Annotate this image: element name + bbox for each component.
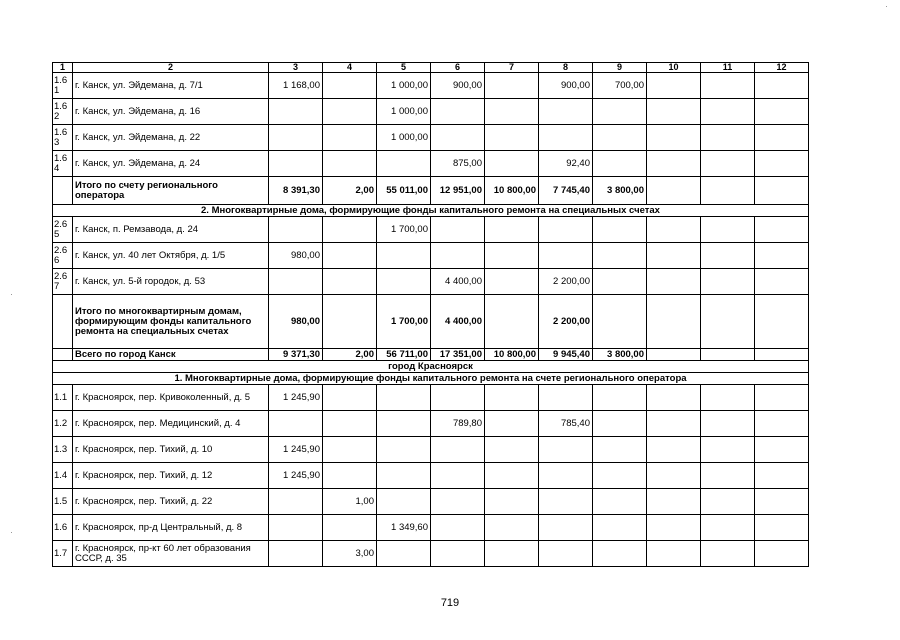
value-cell — [431, 463, 485, 489]
value-cell — [593, 243, 647, 269]
section-title: город Красноярск — [53, 361, 809, 373]
value-cell — [593, 151, 647, 177]
table-row — [53, 437, 809, 463]
row-number — [53, 349, 73, 361]
value-cell — [269, 515, 323, 541]
value-cell — [377, 151, 431, 177]
value-cell — [323, 217, 377, 243]
value-cell — [701, 151, 755, 177]
value-cell — [701, 411, 755, 437]
value-cell: 12 951,00 — [431, 177, 485, 205]
section-title: 1. Многоквартирные дома, формирующие фонды капитального ремонта на счете регионального оператора — [53, 373, 809, 385]
value-cell — [755, 385, 809, 411]
value-cell: 8 391,30 — [269, 177, 323, 205]
value-cell — [539, 125, 593, 151]
value-cell — [269, 125, 323, 151]
capital-repair-table — [52, 62, 809, 567]
value-cell: 7 745,40 — [539, 177, 593, 205]
row-number: 2.6 6 — [53, 243, 73, 269]
row-number: 1.1 — [53, 385, 73, 411]
column-header: 4 — [323, 63, 377, 73]
value-cell: 875,00 — [431, 151, 485, 177]
table-row — [53, 125, 809, 151]
value-cell — [647, 295, 701, 349]
value-cell — [593, 295, 647, 349]
row-number — [53, 295, 73, 349]
value-cell: 785,40 — [539, 411, 593, 437]
address-cell: Итого по многоквартирным домам, формирующим фонды капитального ремонта на специальных счетах — [73, 295, 269, 349]
value-cell — [323, 437, 377, 463]
value-cell: 1 245,90 — [269, 437, 323, 463]
value-cell: 980,00 — [269, 243, 323, 269]
value-cell — [431, 217, 485, 243]
value-cell — [431, 515, 485, 541]
value-cell — [593, 269, 647, 295]
value-cell: 1 000,00 — [377, 125, 431, 151]
value-cell — [485, 125, 539, 151]
value-cell — [701, 515, 755, 541]
value-cell — [485, 437, 539, 463]
scan-speck — [11, 294, 12, 295]
value-cell: 789,80 — [431, 411, 485, 437]
value-cell — [269, 269, 323, 295]
column-header: 12 — [755, 63, 809, 73]
value-cell — [431, 541, 485, 567]
column-header: 3 — [269, 63, 323, 73]
value-cell — [377, 463, 431, 489]
value-cell — [377, 541, 431, 567]
row-number: 1.2 — [53, 411, 73, 437]
address-cell: г. Красноярск, пер. Тихий, д. 22 — [73, 489, 269, 515]
value-cell — [269, 411, 323, 437]
value-cell — [593, 411, 647, 437]
value-cell — [323, 269, 377, 295]
section-header-row — [53, 361, 809, 373]
value-cell — [323, 385, 377, 411]
row-number: 2.6 5 — [53, 217, 73, 243]
value-cell — [755, 411, 809, 437]
table-row — [53, 489, 809, 515]
value-cell — [269, 99, 323, 125]
value-cell — [701, 73, 755, 99]
address-cell: Всего по город Канск — [73, 349, 269, 361]
value-cell — [377, 385, 431, 411]
value-cell — [485, 541, 539, 567]
value-cell: 4 400,00 — [431, 295, 485, 349]
value-cell — [701, 217, 755, 243]
column-header: 8 — [539, 63, 593, 73]
column-header: 6 — [431, 63, 485, 73]
value-cell: 1,00 — [323, 489, 377, 515]
value-cell — [701, 437, 755, 463]
value-cell — [323, 73, 377, 99]
value-cell: 10 800,00 — [485, 177, 539, 205]
value-cell — [647, 349, 701, 361]
row-number: 1.6 3 — [53, 125, 73, 151]
address-cell: г. Красноярск, пр-кт 60 лет образования СССР, д. 35 — [73, 541, 269, 567]
value-cell — [647, 125, 701, 151]
value-cell — [755, 489, 809, 515]
value-cell — [593, 385, 647, 411]
value-cell: 1 168,00 — [269, 73, 323, 99]
address-cell: г. Канск, ул. Эйдемана, д. 16 — [73, 99, 269, 125]
value-cell — [647, 437, 701, 463]
value-cell: 980,00 — [269, 295, 323, 349]
value-cell: 3 800,00 — [593, 177, 647, 205]
value-cell — [701, 541, 755, 567]
value-cell: 4 400,00 — [431, 269, 485, 295]
value-cell: 1 245,90 — [269, 385, 323, 411]
value-cell — [431, 385, 485, 411]
value-cell — [647, 99, 701, 125]
value-cell — [701, 269, 755, 295]
table-row — [53, 541, 809, 567]
value-cell — [647, 489, 701, 515]
column-header: 5 — [377, 63, 431, 73]
value-cell — [485, 411, 539, 437]
value-cell: 1 245,90 — [269, 463, 323, 489]
column-header: 2 — [73, 63, 269, 73]
value-cell: 700,00 — [593, 73, 647, 99]
value-cell — [701, 177, 755, 205]
value-cell — [647, 243, 701, 269]
value-cell — [755, 437, 809, 463]
value-cell — [323, 463, 377, 489]
value-cell — [647, 217, 701, 243]
value-cell: 2,00 — [323, 177, 377, 205]
value-cell — [593, 437, 647, 463]
table-row — [53, 385, 809, 411]
row-number — [53, 177, 73, 205]
table-row — [53, 515, 809, 541]
row-number: 1.6 1 — [53, 73, 73, 99]
row-number: 1.6 — [53, 515, 73, 541]
address-cell: г. Канск, ул. Эйдемана, д. 22 — [73, 125, 269, 151]
table-row — [53, 99, 809, 125]
value-cell: 2 200,00 — [539, 295, 593, 349]
section-title: 2. Многоквартирные дома, формирующие фонды капитального ремонта на специальных счетах — [53, 205, 809, 217]
value-cell — [269, 217, 323, 243]
value-cell — [755, 269, 809, 295]
value-cell: 1 700,00 — [377, 217, 431, 243]
value-cell — [701, 489, 755, 515]
value-cell — [755, 125, 809, 151]
value-cell — [647, 411, 701, 437]
value-cell — [485, 217, 539, 243]
value-cell — [755, 217, 809, 243]
value-cell: 2 200,00 — [539, 269, 593, 295]
value-cell — [701, 243, 755, 269]
address-cell: г. Красноярск, пер. Тихий, д. 10 — [73, 437, 269, 463]
value-cell — [539, 489, 593, 515]
value-cell — [269, 541, 323, 567]
value-cell: 3 800,00 — [593, 349, 647, 361]
value-cell — [755, 151, 809, 177]
value-cell: 2,00 — [323, 349, 377, 361]
row-number: 1.6 2 — [53, 99, 73, 125]
value-cell — [485, 151, 539, 177]
address-cell: г. Красноярск, пр-д Центральный, д. 8 — [73, 515, 269, 541]
value-cell — [323, 411, 377, 437]
value-cell — [377, 243, 431, 269]
value-cell — [485, 489, 539, 515]
value-cell — [323, 243, 377, 269]
value-cell — [539, 217, 593, 243]
column-header: 9 — [593, 63, 647, 73]
value-cell — [755, 73, 809, 99]
value-cell — [647, 385, 701, 411]
table-row — [53, 243, 809, 269]
row-number: 1.4 — [53, 463, 73, 489]
address-cell: г. Красноярск, пер. Медицинский, д. 4 — [73, 411, 269, 437]
value-cell — [485, 515, 539, 541]
value-cell — [431, 437, 485, 463]
value-cell — [485, 295, 539, 349]
value-cell — [269, 489, 323, 515]
value-cell — [485, 73, 539, 99]
value-cell — [431, 243, 485, 269]
value-cell — [377, 489, 431, 515]
value-cell — [593, 125, 647, 151]
value-cell: 900,00 — [539, 73, 593, 99]
value-cell — [539, 515, 593, 541]
value-cell: 900,00 — [431, 73, 485, 99]
address-cell: г. Красноярск, пер. Кривоколенный, д. 5 — [73, 385, 269, 411]
value-cell — [755, 295, 809, 349]
page-number: 719 — [440, 597, 460, 609]
value-cell — [701, 463, 755, 489]
value-cell: 55 011,00 — [377, 177, 431, 205]
row-number: 1.6 4 — [53, 151, 73, 177]
value-cell — [539, 437, 593, 463]
table-row — [53, 463, 809, 489]
value-cell — [593, 541, 647, 567]
value-cell — [647, 515, 701, 541]
column-header: 1 — [53, 63, 73, 73]
value-cell — [755, 349, 809, 361]
table-row — [53, 269, 809, 295]
value-cell — [323, 125, 377, 151]
value-cell — [377, 437, 431, 463]
value-cell — [431, 125, 485, 151]
value-cell — [323, 295, 377, 349]
address-cell: г. Канск, п. Ремзавода, д. 24 — [73, 217, 269, 243]
value-cell — [485, 385, 539, 411]
value-cell — [647, 151, 701, 177]
scan-speck — [886, 6, 887, 7]
value-cell: 1 000,00 — [377, 73, 431, 99]
value-cell: 56 711,00 — [377, 349, 431, 361]
value-cell — [323, 515, 377, 541]
total-row — [53, 349, 809, 361]
address-cell: г. Канск, ул. Эйдемана, д. 24 — [73, 151, 269, 177]
address-cell: Итого по счету регионального оператора — [73, 177, 269, 205]
value-cell — [755, 177, 809, 205]
value-cell — [593, 463, 647, 489]
value-cell — [485, 99, 539, 125]
value-cell — [377, 269, 431, 295]
value-cell — [755, 541, 809, 567]
value-cell — [539, 463, 593, 489]
value-cell — [701, 99, 755, 125]
value-cell — [593, 217, 647, 243]
address-cell: г. Канск, ул. 5-й городок, д. 53 — [73, 269, 269, 295]
value-cell — [647, 177, 701, 205]
value-cell — [377, 411, 431, 437]
table-row — [53, 411, 809, 437]
value-cell — [593, 515, 647, 541]
value-cell: 1 700,00 — [377, 295, 431, 349]
value-cell — [647, 541, 701, 567]
value-cell — [701, 125, 755, 151]
value-cell — [323, 99, 377, 125]
column-header: 10 — [647, 63, 701, 73]
value-cell — [539, 243, 593, 269]
value-cell: 17 351,00 — [431, 349, 485, 361]
value-cell — [647, 73, 701, 99]
address-cell: г. Красноярск, пер. Тихий, д. 12 — [73, 463, 269, 489]
address-cell: г. Канск, ул. Эйдемана, д. 7/1 — [73, 73, 269, 99]
table-row — [53, 73, 809, 99]
value-cell — [755, 99, 809, 125]
value-cell — [701, 295, 755, 349]
value-cell: 92,40 — [539, 151, 593, 177]
table-row — [53, 151, 809, 177]
value-cell — [323, 151, 377, 177]
value-cell — [593, 99, 647, 125]
value-cell: 9 945,40 — [539, 349, 593, 361]
row-number: 1.3 — [53, 437, 73, 463]
value-cell — [755, 515, 809, 541]
value-cell — [539, 99, 593, 125]
value-cell — [755, 463, 809, 489]
value-cell — [647, 463, 701, 489]
value-cell — [647, 269, 701, 295]
total-row — [53, 177, 809, 205]
section-header-row — [53, 205, 809, 217]
value-cell — [431, 99, 485, 125]
value-cell — [755, 243, 809, 269]
value-cell: 1 000,00 — [377, 99, 431, 125]
row-number: 1.7 — [53, 541, 73, 567]
value-cell — [701, 349, 755, 361]
value-cell — [431, 489, 485, 515]
value-cell — [485, 269, 539, 295]
value-cell: 9 371,30 — [269, 349, 323, 361]
column-header: 11 — [701, 63, 755, 73]
value-cell — [539, 385, 593, 411]
value-cell: 3,00 — [323, 541, 377, 567]
value-cell — [701, 385, 755, 411]
value-cell — [485, 463, 539, 489]
value-cell: 1 349,60 — [377, 515, 431, 541]
column-header-row — [53, 63, 809, 73]
address-cell: г. Канск, ул. 40 лет Октября, д. 1/5 — [73, 243, 269, 269]
value-cell: 10 800,00 — [485, 349, 539, 361]
value-cell — [593, 489, 647, 515]
value-cell — [539, 541, 593, 567]
value-cell — [269, 151, 323, 177]
scan-speck — [11, 532, 12, 533]
row-number: 1.5 — [53, 489, 73, 515]
column-header: 7 — [485, 63, 539, 73]
total-row — [53, 295, 809, 349]
section-header-row — [53, 373, 809, 385]
table-row — [53, 217, 809, 243]
row-number: 2.6 7 — [53, 269, 73, 295]
value-cell — [485, 243, 539, 269]
